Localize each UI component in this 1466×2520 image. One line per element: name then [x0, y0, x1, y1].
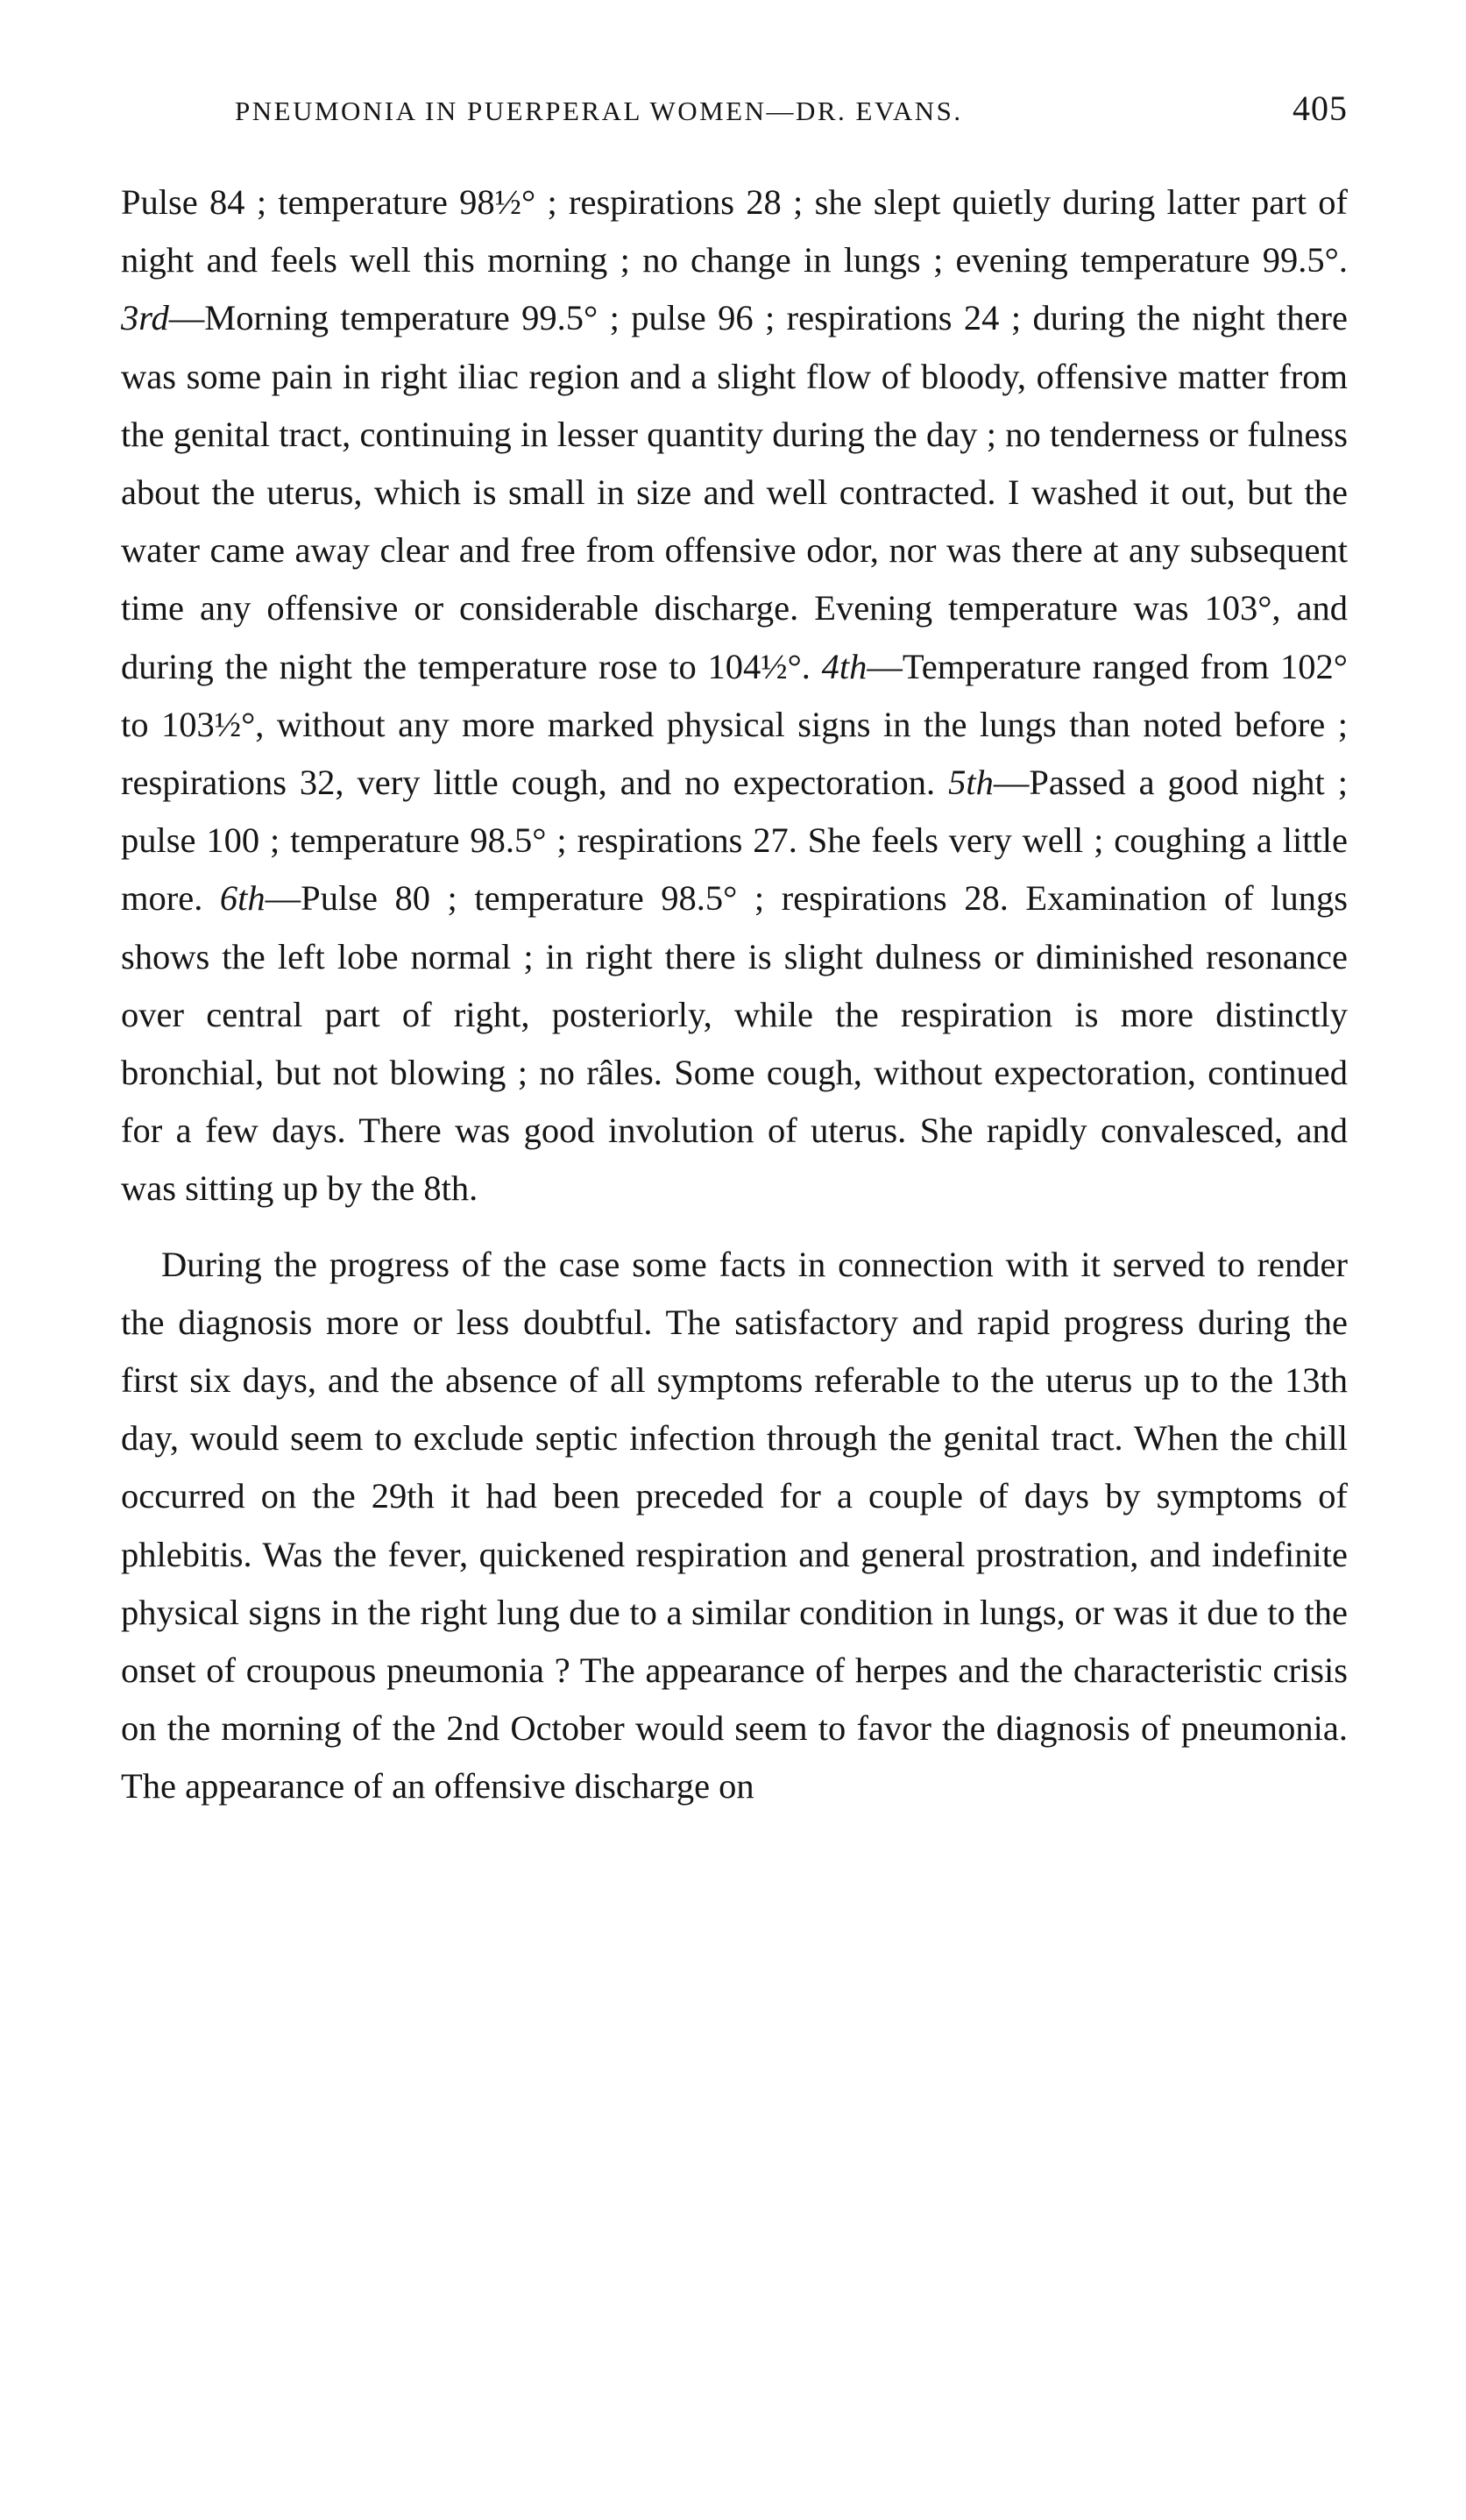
book-page: [121, 88, 1348, 1816]
paragraph-discussion: [121, 1236, 1348, 1816]
page-number: 405: [1292, 89, 1348, 128]
day-marker-5th: 5th: [948, 763, 994, 803]
page-header: [121, 88, 1348, 151]
text-segment: —Passed a good night ; pulse 100 ; temperature 98.5° ; respirations 27. She feels very well ; coughing a little more.: [121, 763, 1348, 919]
paragraph-case-notes: [121, 174, 1348, 1218]
text-segment: During the progress of the case some facts in connection with it served to render the diagnosis more or less doubtful. The satisfactory and rapid progress during the first six days, and the absence of all symptoms referable to the uterus up to the 13th day, would seem to exclude septic infection through the genital tract. When the chill occurred on the 29th it had been preceded for a couple of days by symptoms of phlebitis. Was the fever, quickened respiration and general prostration, and indefinite physical signs in the right lung due to a similar condition in lungs, or was it due to the onset of croupous pneumonia ? The appearance of herpes and the characteristic crisis on the morning of the 2nd October would seem to favor the diagnosis of pneumonia. The appearance of an offensive discharge on: [121, 1244, 1348, 1807]
text-segment: —Morning temperature 99.5° ; pulse 96 ; respirations 24 ; during the night there was some pain in right iliac region and a slight flow of bloody, offensive matter from the genital tract, continuing in lesser quantity during the day ; no tenderness or fulness about the uterus, which is small in size and well contracted. I washed it out, but the water came away clear and free from offensive odor, nor was there at any subsequent time any offensive or considerable discharge. Evening temperature was 103°, and during the night the temperature rose to 104½°.: [121, 298, 1348, 686]
running-title: PNEUMONIA IN PUERPERAL WOMEN—DR. EVANS.: [235, 96, 963, 126]
text-segment: —Pulse 80 ; temperature 98.5° ; respirations 28. Examination of lungs shows the left lobe normal ; in right there is slight dulness or diminished resonance over central part of right, posteriorly, while the respiration is more distinctly bronchial, but not blowing ; no râles. Some cough, without expectoration, continued for a few days. There was good involution of uterus. She rapidly convalesced, and was sitting up by the 8th.: [121, 878, 1348, 1209]
day-marker-4th: 4th: [821, 646, 868, 686]
day-marker-6th: 6th: [219, 878, 266, 919]
day-marker-3rd: 3rd: [121, 298, 169, 338]
text-segment: —Temperature ranged from 102° to 103½°, without any more marked physical signs in the lungs than noted before ; respirations 32, very little cough, and no expectoration.: [121, 646, 1348, 803]
text-segment: Pulse 84 ; temperature 98½° ; respirations 28 ; she slept quietly during latter part of night and feels well this morning ; no change in lungs ; evening temperature 99.5°.: [121, 182, 1348, 280]
body-text: [121, 174, 1348, 1816]
